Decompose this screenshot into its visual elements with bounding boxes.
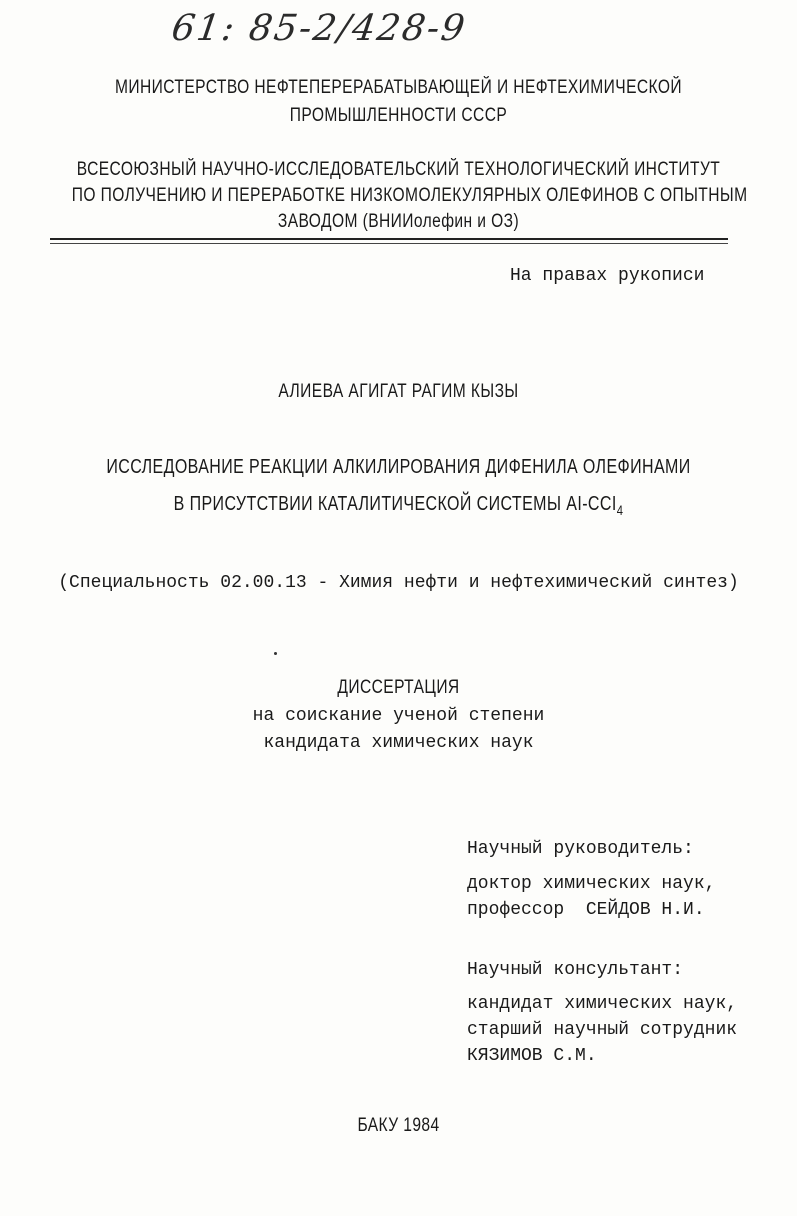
supervisor-label: Научный руководитель:: [467, 839, 694, 859]
consultant-degree: кандидат химических наук,: [467, 994, 738, 1014]
dissertation-title-line-2: [80, 492, 718, 522]
institute-line-3: ЗАВОДОМ (ВНИИолефин и ОЗ): [277, 211, 520, 232]
dissertation-heading: ДИССЕРТАЦИЯ: [337, 677, 460, 698]
institute-line-1: ВСЕСОЮЗНЫЙ НАУЧНО-ИССЛЕДОВАТЕЛЬСКИЙ ТЕХНОЛОГИЧЕСКИЙ ИНСТИТУТ: [76, 159, 721, 180]
manuscript-rights: На правах рукописи: [510, 266, 705, 286]
supervisor-degree: доктор химических наук,: [467, 874, 716, 894]
consultant-position: старший научный сотрудник: [467, 1020, 738, 1040]
institute-line-2: ПО ПОЛУЧЕНИЮ И ПЕРЕРАБОТКЕ НИЗКОМОЛЕКУЛЯРНЫХ ОЛЕФИНОВ С ОПЫТНЫМ: [71, 185, 748, 206]
dissertation-title-line-1: ИССЛЕДОВАНИЕ РЕАКЦИИ АЛКИЛИРОВАНИЯ ДИФЕНИЛА ОЛЕФИНАМИ: [106, 456, 691, 478]
header-divider-thin: [50, 243, 728, 244]
ministry-line-2: ПРОМЫШЛЕННОСТИ СССР: [289, 105, 508, 126]
specialty: (Специальность 02.00.13 - Химия нефти и нефтехимический синтез): [58, 573, 739, 593]
place-year: БАКУ 1984: [357, 1115, 440, 1136]
title-subscript: 4: [616, 502, 624, 518]
header-divider-thick: [50, 238, 728, 240]
degree-line-1: на соискание ученой степени: [252, 706, 545, 726]
consultant-name: КЯЗИМОВ С.М.: [467, 1046, 597, 1066]
consultant-label: Научный консультант:: [467, 960, 684, 980]
author-name: АЛИЕВА АГИГАТ РАГИМ КЫЗЫ: [278, 381, 519, 402]
handwritten-archive-mark: 61: 85-2/428-9: [169, 8, 470, 49]
ministry-line-1: МИНИСТЕРСТВО НЕФТЕПЕРЕРАБАТЫВАЮЩЕЙ И НЕФТЕХИМИЧЕСКОЙ: [115, 77, 682, 98]
title-line-2-text: В ПРИСУТСТВИИ КАТАЛИТИЧЕСКОЙ СИСТЕМЫ AI-CCI: [173, 493, 617, 515]
supervisor-name: профессор СЕЙДОВ Н.И.: [467, 900, 705, 920]
degree-line-2: кандидата химических наук: [263, 733, 534, 753]
scan-speck: [274, 652, 277, 655]
